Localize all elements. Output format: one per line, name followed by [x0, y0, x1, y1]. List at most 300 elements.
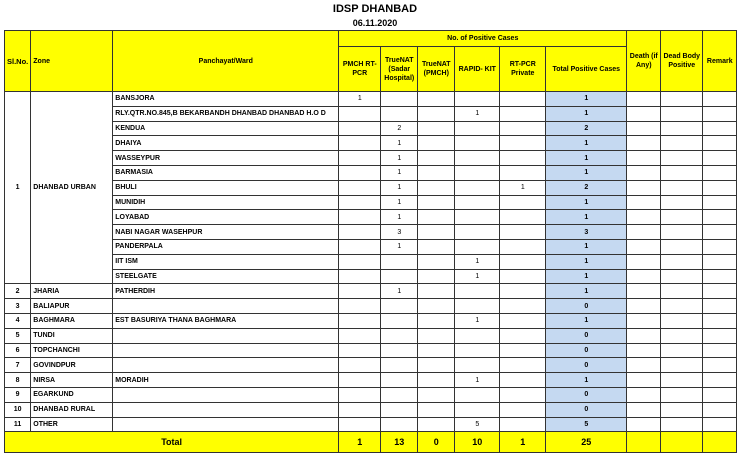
pmch-cell [339, 121, 381, 136]
dead-body-cell [661, 210, 703, 225]
death-cell [627, 210, 661, 225]
table-row [5, 210, 737, 225]
rtpcr-pvt-cell [500, 195, 546, 210]
panchayat-cell [113, 417, 339, 432]
remark-cell [703, 299, 737, 314]
dead-body-cell [661, 225, 703, 240]
header-rtpcr-private: RT-PCR Private [500, 47, 546, 92]
pmch-cell [339, 387, 381, 402]
sl-no-cell: 6 [5, 343, 31, 358]
rapid-cell: 5 [455, 417, 500, 432]
pmch-cell [339, 358, 381, 373]
death-cell [627, 373, 661, 388]
panchayat-cell [113, 358, 339, 373]
total-rapid: 10 [455, 432, 500, 453]
table-row [5, 165, 737, 180]
zone-cell: TUNDI [31, 328, 113, 343]
death-cell [627, 165, 661, 180]
panchayat-cell: MUNIDIH [113, 195, 339, 210]
tn-pmch-cell [418, 402, 455, 417]
total-positive-cell: 1 [546, 92, 627, 107]
table-row [5, 402, 737, 417]
header-pmch-rtpcr: PMCH RT-PCR [339, 47, 381, 92]
dead-body-cell [661, 402, 703, 417]
remark-cell [703, 225, 737, 240]
remark-cell [703, 269, 737, 284]
header-total-positive: Total Positive Cases [546, 47, 627, 92]
remark-cell [703, 254, 737, 269]
total-pmch: 1 [339, 432, 381, 453]
remark-cell [703, 417, 737, 432]
panchayat-cell [113, 299, 339, 314]
remark-cell [703, 313, 737, 328]
tn-sadar-cell [381, 343, 418, 358]
dead-body-cell [661, 328, 703, 343]
death-cell [627, 136, 661, 151]
pmch-cell [339, 313, 381, 328]
pmch-cell [339, 284, 381, 299]
panchayat-cell: PATHERDIH [113, 284, 339, 299]
panchayat-cell: PANDERPALA [113, 239, 339, 254]
table-row [5, 269, 737, 284]
rtpcr-pvt-cell [500, 210, 546, 225]
dead-body-cell [661, 343, 703, 358]
rapid-cell [455, 225, 500, 240]
tn-pmch-cell [418, 180, 455, 195]
total-positive-cell: 0 [546, 328, 627, 343]
panchayat-cell: STEELGATE [113, 269, 339, 284]
death-cell [627, 92, 661, 107]
rtpcr-pvt-cell [500, 106, 546, 121]
header-death: Death (if Any) [627, 31, 661, 92]
rapid-cell [455, 92, 500, 107]
pmch-cell: 1 [339, 92, 381, 107]
death-cell [627, 195, 661, 210]
tn-pmch-cell [418, 343, 455, 358]
tn-pmch-cell [418, 195, 455, 210]
rtpcr-pvt-cell [500, 269, 546, 284]
rtpcr-pvt-cell [500, 254, 546, 269]
pmch-cell [339, 225, 381, 240]
rtpcr-pvt-cell [500, 299, 546, 314]
total-positive-cell: 1 [546, 165, 627, 180]
rapid-cell: 1 [455, 254, 500, 269]
rtpcr-pvt-cell [500, 284, 546, 299]
sl-no-cell: 1 [5, 92, 31, 284]
table-row [5, 417, 737, 432]
panchayat-cell: LOYABAD [113, 210, 339, 225]
death-cell [627, 402, 661, 417]
tn-pmch-cell [418, 328, 455, 343]
table-row [5, 373, 737, 388]
header-positive-group: No. of Positive Cases [339, 31, 627, 47]
tn-pmch-cell [418, 358, 455, 373]
header-dead-body-positive: Dead Body Positive [661, 31, 703, 92]
death-cell [627, 254, 661, 269]
total-positive-cell: 0 [546, 402, 627, 417]
zone-cell: EGARKUND [31, 387, 113, 402]
dead-body-cell [661, 358, 703, 373]
total-positive-cell: 0 [546, 387, 627, 402]
report-date: 06.11.2020 [352, 18, 398, 28]
remark-cell [703, 373, 737, 388]
remark-cell [703, 343, 737, 358]
panchayat-cell: KENDUA [113, 121, 339, 136]
total-positive-cell: 1 [546, 195, 627, 210]
remark-cell [703, 210, 737, 225]
pmch-cell [339, 210, 381, 225]
death-cell [627, 343, 661, 358]
total-tn-pmch: 0 [418, 432, 455, 453]
death-cell [627, 387, 661, 402]
rapid-cell [455, 136, 500, 151]
pmch-cell [339, 402, 381, 417]
pmch-cell [339, 269, 381, 284]
rtpcr-pvt-cell: 1 [500, 180, 546, 195]
zone-cell: NIRSA [31, 373, 113, 388]
total-rtpcr-pvt: 1 [500, 432, 546, 453]
panchayat-cell: MORADIH [113, 373, 339, 388]
remark-cell [703, 165, 737, 180]
panchayat-cell: BARMASIA [113, 165, 339, 180]
dead-body-cell [661, 239, 703, 254]
pmch-cell [339, 417, 381, 432]
header-sl-no: Sl.No. [5, 31, 31, 92]
dead-body-cell [661, 254, 703, 269]
tn-pmch-cell [418, 210, 455, 225]
tn-pmch-cell [418, 269, 455, 284]
panchayat-cell: BHULI [113, 180, 339, 195]
rtpcr-pvt-cell [500, 328, 546, 343]
dead-body-cell [661, 106, 703, 121]
tn-sadar-cell: 1 [381, 151, 418, 166]
tn-pmch-cell [418, 254, 455, 269]
total-positive-cell: 1 [546, 151, 627, 166]
panchayat-cell: EST BASURIYA THANA BAGHMARA [113, 313, 339, 328]
rtpcr-pvt-cell [500, 225, 546, 240]
remark-cell [703, 121, 737, 136]
zone-cell: BALIAPUR [31, 299, 113, 314]
death-cell [627, 328, 661, 343]
table-row [5, 299, 737, 314]
pmch-cell [339, 165, 381, 180]
rtpcr-pvt-cell [500, 136, 546, 151]
rapid-cell [455, 328, 500, 343]
tn-sadar-cell: 2 [381, 121, 418, 136]
dead-body-cell [661, 284, 703, 299]
tn-sadar-cell: 3 [381, 225, 418, 240]
total-dead-body [661, 432, 703, 453]
rtpcr-pvt-cell [500, 402, 546, 417]
dead-body-cell [661, 136, 703, 151]
sl-no-cell: 4 [5, 313, 31, 328]
rtpcr-pvt-cell [500, 358, 546, 373]
remark-cell [703, 387, 737, 402]
rapid-cell: 1 [455, 269, 500, 284]
rtpcr-pvt-cell [500, 165, 546, 180]
tn-pmch-cell [418, 136, 455, 151]
total-positive-cell: 1 [546, 373, 627, 388]
total-positive-cell: 2 [546, 121, 627, 136]
death-cell [627, 269, 661, 284]
panchayat-cell [113, 402, 339, 417]
pmch-cell [339, 239, 381, 254]
table-row [5, 106, 737, 121]
total-tn-sadar: 13 [381, 432, 418, 453]
panchayat-cell: BANSJORA [113, 92, 339, 107]
remark-cell [703, 92, 737, 107]
panchayat-cell [113, 343, 339, 358]
panchayat-cell: IIT ISM [113, 254, 339, 269]
tn-pmch-cell [418, 387, 455, 402]
header-truenat-pmch: TrueNAT (PMCH) [418, 47, 455, 92]
tn-sadar-cell [381, 106, 418, 121]
pmch-cell [339, 343, 381, 358]
rtpcr-pvt-cell [500, 343, 546, 358]
table-row [5, 284, 737, 299]
pmch-cell [339, 136, 381, 151]
tn-pmch-cell [418, 313, 455, 328]
total-positive-cell: 0 [546, 299, 627, 314]
zone-cell: GOVINDPUR [31, 358, 113, 373]
rapid-cell: 1 [455, 373, 500, 388]
panchayat-cell: NABI NAGAR WASEHPUR [113, 225, 339, 240]
tn-pmch-cell [418, 225, 455, 240]
sl-no-cell: 2 [5, 284, 31, 299]
tn-pmch-cell [418, 284, 455, 299]
total-positive-cell: 1 [546, 136, 627, 151]
sl-no-cell: 9 [5, 387, 31, 402]
positive-cases-table [4, 30, 737, 453]
rapid-cell [455, 284, 500, 299]
pmch-cell [339, 180, 381, 195]
total-positive-cell: 1 [546, 210, 627, 225]
pmch-cell [339, 254, 381, 269]
remark-cell [703, 328, 737, 343]
total-positive-cell: 1 [546, 239, 627, 254]
table-row [5, 225, 737, 240]
remark-cell [703, 136, 737, 151]
tn-pmch-cell [418, 417, 455, 432]
panchayat-cell [113, 328, 339, 343]
tn-sadar-cell [381, 269, 418, 284]
total-positive-cell: 0 [546, 358, 627, 373]
zone-cell: DHANBAD URBAN [31, 92, 113, 284]
dead-body-cell [661, 373, 703, 388]
table-row [5, 254, 737, 269]
tn-sadar-cell [381, 328, 418, 343]
total-positive-cell: 1 [546, 284, 627, 299]
tn-sadar-cell [381, 402, 418, 417]
table-row [5, 343, 737, 358]
panchayat-cell: DHAIYA [113, 136, 339, 151]
rapid-cell [455, 165, 500, 180]
total-positive-cell: 1 [546, 313, 627, 328]
rapid-cell: 1 [455, 106, 500, 121]
tn-sadar-cell: 1 [381, 136, 418, 151]
table-row [5, 151, 737, 166]
total-label: Total [5, 432, 339, 453]
tn-sadar-cell [381, 313, 418, 328]
zone-cell: BAGHMARA [31, 313, 113, 328]
dead-body-cell [661, 387, 703, 402]
pmch-cell [339, 195, 381, 210]
tn-sadar-cell: 1 [381, 195, 418, 210]
tn-sadar-cell: 1 [381, 180, 418, 195]
dead-body-cell [661, 299, 703, 314]
rapid-cell [455, 299, 500, 314]
tn-sadar-cell: 1 [381, 284, 418, 299]
tn-pmch-cell [418, 151, 455, 166]
header-truenat-sadar: TrueNAT (Sadar Hospital) [381, 47, 418, 92]
table-row [5, 239, 737, 254]
total-positive-cell: 5 [546, 417, 627, 432]
rapid-cell [455, 180, 500, 195]
tn-pmch-cell [418, 373, 455, 388]
rapid-cell [455, 343, 500, 358]
zone-cell: TOPCHANCHI [31, 343, 113, 358]
sl-no-cell: 11 [5, 417, 31, 432]
report-title: IDSP DHANBAD [332, 3, 418, 15]
pmch-cell [339, 151, 381, 166]
remark-cell [703, 284, 737, 299]
table-row [5, 195, 737, 210]
table-row [5, 136, 737, 151]
remark-cell [703, 151, 737, 166]
zone-cell: JHARIA [31, 284, 113, 299]
dead-body-cell [661, 92, 703, 107]
tn-pmch-cell [418, 121, 455, 136]
rtpcr-pvt-cell [500, 387, 546, 402]
death-cell [627, 358, 661, 373]
sl-no-cell: 8 [5, 373, 31, 388]
tn-sadar-cell [381, 373, 418, 388]
rapid-cell [455, 210, 500, 225]
rtpcr-pvt-cell [500, 121, 546, 136]
header-rapid-kit: RAPID- KIT [455, 47, 500, 92]
remark-cell [703, 402, 737, 417]
total-positive-cell: 1 [546, 106, 627, 121]
sl-no-cell: 10 [5, 402, 31, 417]
rtpcr-pvt-cell [500, 239, 546, 254]
dead-body-cell [661, 195, 703, 210]
death-cell [627, 284, 661, 299]
total-death [627, 432, 661, 453]
panchayat-cell [113, 387, 339, 402]
header-panchayat: Panchayat/Ward [113, 31, 339, 92]
tn-sadar-cell [381, 358, 418, 373]
death-cell [627, 299, 661, 314]
dead-body-cell [661, 313, 703, 328]
zone-cell: DHANBAD RURAL [31, 402, 113, 417]
death-cell [627, 313, 661, 328]
tn-sadar-cell [381, 299, 418, 314]
remark-cell [703, 180, 737, 195]
pmch-cell [339, 106, 381, 121]
total-positive-cell: 3 [546, 225, 627, 240]
death-cell [627, 106, 661, 121]
death-cell [627, 239, 661, 254]
dead-body-cell [661, 180, 703, 195]
tn-pmch-cell [418, 239, 455, 254]
sl-no-cell: 7 [5, 358, 31, 373]
death-cell [627, 151, 661, 166]
table-row [5, 313, 737, 328]
tn-sadar-cell: 1 [381, 239, 418, 254]
rtpcr-pvt-cell [500, 151, 546, 166]
death-cell [627, 180, 661, 195]
table-row [5, 387, 737, 402]
dead-body-cell [661, 269, 703, 284]
remark-cell [703, 239, 737, 254]
rapid-cell [455, 195, 500, 210]
tn-pmch-cell [418, 299, 455, 314]
remark-cell [703, 358, 737, 373]
death-cell [627, 417, 661, 432]
header-zone: Zone [31, 31, 113, 92]
total-row [5, 432, 737, 453]
pmch-cell [339, 373, 381, 388]
death-cell [627, 121, 661, 136]
rapid-cell: 1 [455, 313, 500, 328]
tn-sadar-cell: 1 [381, 165, 418, 180]
dead-body-cell [661, 121, 703, 136]
table-row [5, 180, 737, 195]
table-row [5, 121, 737, 136]
rtpcr-pvt-cell [500, 313, 546, 328]
tn-pmch-cell [418, 106, 455, 121]
total-positive-cell: 1 [546, 269, 627, 284]
tn-pmch-cell [418, 165, 455, 180]
total-remark [703, 432, 737, 453]
rapid-cell [455, 151, 500, 166]
rapid-cell [455, 121, 500, 136]
tn-pmch-cell [418, 92, 455, 107]
table-row [5, 328, 737, 343]
panchayat-cell: RLY.QTR.NO.845,B BEKARBANDH DHANBAD DHANBAD H.O D [113, 106, 339, 121]
sl-no-cell: 3 [5, 299, 31, 314]
sl-no-cell: 5 [5, 328, 31, 343]
rapid-cell [455, 239, 500, 254]
pmch-cell [339, 328, 381, 343]
total-positive-cell: 1 [546, 254, 627, 269]
remark-cell [703, 195, 737, 210]
rtpcr-pvt-cell [500, 373, 546, 388]
tn-sadar-cell [381, 254, 418, 269]
zone-cell: OTHER [31, 417, 113, 432]
tn-sadar-cell [381, 92, 418, 107]
death-cell [627, 225, 661, 240]
dead-body-cell [661, 151, 703, 166]
rtpcr-pvt-cell [500, 92, 546, 107]
table-row [5, 358, 737, 373]
dead-body-cell [661, 417, 703, 432]
tn-sadar-cell [381, 417, 418, 432]
tn-sadar-cell [381, 387, 418, 402]
total-positive-cell: 0 [546, 343, 627, 358]
rapid-cell [455, 402, 500, 417]
total-positive-cell: 2 [546, 180, 627, 195]
rapid-cell [455, 387, 500, 402]
header-remark: Remark [703, 31, 737, 92]
remark-cell [703, 106, 737, 121]
tn-sadar-cell: 1 [381, 210, 418, 225]
dead-body-cell [661, 165, 703, 180]
rtpcr-pvt-cell [500, 417, 546, 432]
table-row [5, 92, 737, 107]
rapid-cell [455, 358, 500, 373]
total-positive-sum: 25 [546, 432, 627, 453]
